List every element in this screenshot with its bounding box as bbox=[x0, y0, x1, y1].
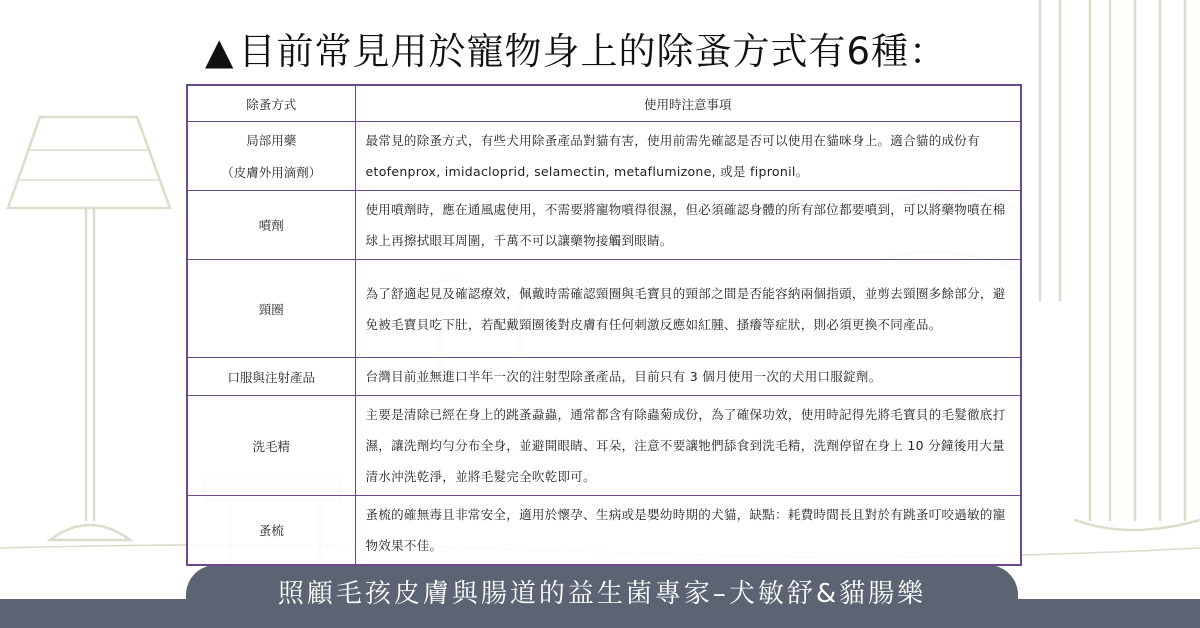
table-row bbox=[187, 191, 1021, 260]
table-row bbox=[187, 496, 1021, 566]
row-note: 為了舒適起見及確認療效，佩戴時需確認頸圈與毛寶貝的頸部之間是否能容納兩個指頭，並剪去頸圈多餘部分，避免被毛寶貝吃下肚，若配戴頸圈後對皮膚有任何刺激反應如紅腫、搔癢等症狀，則必須更換不同產品。 bbox=[355, 260, 1021, 358]
row-note: 主要是清除已經在身上的跳蚤蝨蟲，通常都含有除蟲菊成份，為了確保功效，使用時記得先將毛寶貝的毛髮徹底打濕，讓洗劑均勻分布全身，並避開眼睛、耳朵，注意不要讓牠們舔食到洗毛精，洗劑停留在身上 10 分鐘後用大量清水沖洗乾淨，並將毛髮完全吹乾即可。 bbox=[355, 396, 1021, 496]
row-method: 口服與注射產品 bbox=[187, 358, 355, 396]
lamp-pole bbox=[86, 208, 94, 520]
page-title bbox=[205, 22, 1025, 82]
lamp-base bbox=[50, 525, 130, 540]
method-label: 局部用藥 bbox=[246, 133, 297, 148]
title-text: 目前常見用於寵物身上的除蚤方式有6種： bbox=[238, 30, 948, 73]
table-header-row bbox=[187, 85, 1021, 122]
table-row bbox=[187, 260, 1021, 358]
header-method: 除蚤方式 bbox=[187, 85, 355, 122]
table-row bbox=[187, 358, 1021, 396]
window-frame bbox=[1040, 0, 1060, 300]
triangle-icon: ▲ bbox=[205, 30, 235, 73]
method-sublabel: （皮膚外用滴劑） bbox=[221, 165, 322, 180]
row-method: 洗毛精 bbox=[187, 396, 355, 496]
table-row bbox=[187, 396, 1021, 496]
footer-banner bbox=[0, 565, 1200, 628]
row-note: 使用噴劑時，應在通風處使用，不需要將寵物噴得很濕，但必須確認身體的所有部位都要噴到，可以將藥物噴在棉球上再擦拭眼耳周圍，千萬不可以讓藥物接觸到眼睛。 bbox=[355, 191, 1021, 260]
row-method: 蚤梳 bbox=[187, 496, 355, 566]
row-method bbox=[187, 122, 355, 191]
row-method: 頸圈 bbox=[187, 260, 355, 358]
curtain bbox=[1090, 0, 1185, 520]
lamp-shade bbox=[8, 117, 170, 208]
footer-text: 照顧毛孩皮膚與腸道的益生菌專家–犬敏舒&貓腸樂 bbox=[186, 565, 1018, 628]
flea-methods-table bbox=[186, 84, 1022, 566]
row-note: 台灣目前並無進口半年一次的注射型除蚤產品，目前只有 3 個月使用一次的犬用口服錠劑。 bbox=[355, 358, 1021, 396]
header-notes: 使用時注意事項 bbox=[355, 85, 1021, 122]
row-method: 噴劑 bbox=[187, 191, 355, 260]
table-row bbox=[187, 122, 1021, 191]
row-note: 最常見的除蚤方式，有些犬用除蚤產品對貓有害，使用前需先確認是否可以使用在貓咪身上。適合貓的成份有 etofenprox, imidacloprid, selamectin, metaflumizone, 或是 fipronil。 bbox=[355, 122, 1021, 191]
row-note: 蚤梳的確無毒且非常安全，適用於懷孕、生病或是嬰幼時期的犬貓，缺點：耗費時間長且對於有跳蚤叮咬過敏的寵物效果不佳。 bbox=[355, 496, 1021, 566]
